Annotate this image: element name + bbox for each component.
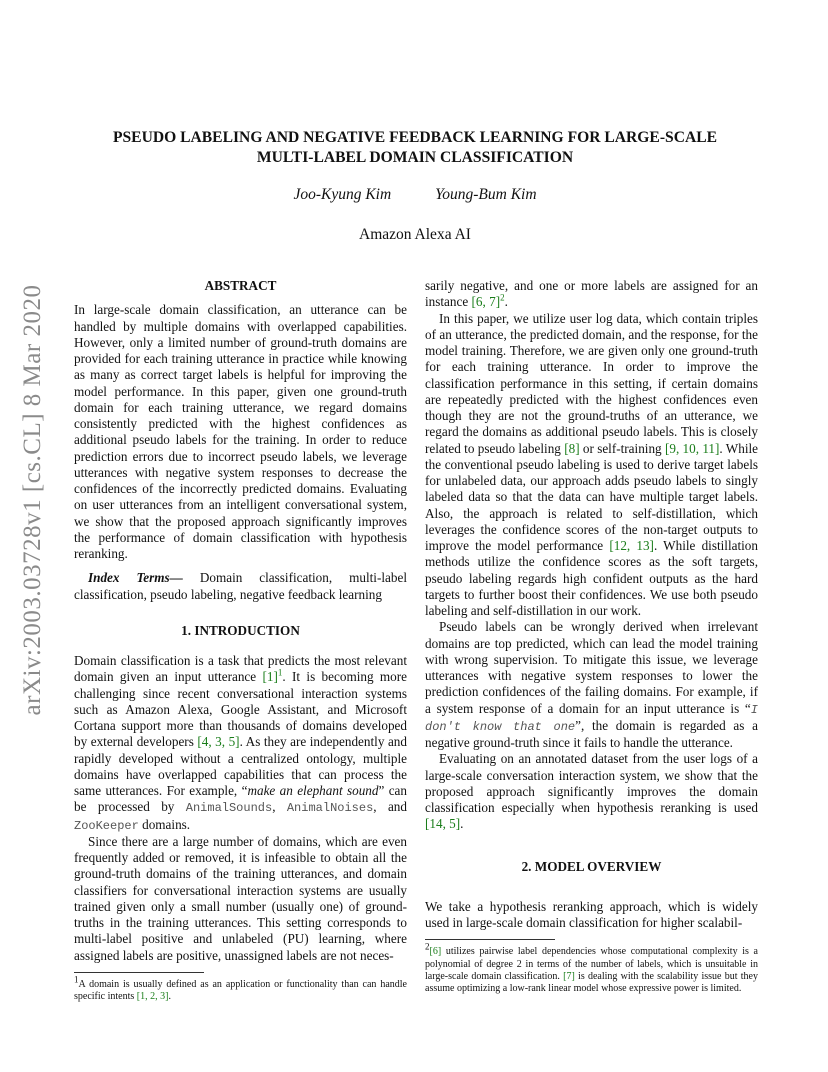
citation-link[interactable]: [1, 2, 3] xyxy=(136,991,169,1003)
text-span: Pseudo labels can be wrongly derived when irrelevant domains are top predicted, which can lead the model training with wrong supervision. To mitigate this issue, we leverage utterances with negative system responses to lower the prediction confidences of the failing domains. For example, if a system response of a domain for an input utterance is “ xyxy=(425,619,758,716)
index-terms-label: Index Terms— xyxy=(88,570,183,586)
intro-paragraph-1 xyxy=(74,653,407,834)
footnote-marker[interactable]: 2 xyxy=(500,292,505,303)
footnote-number: 1 xyxy=(74,974,79,985)
intro-heading: 1. INTRODUCTION xyxy=(181,622,300,638)
citation-link[interactable]: [12, 13] xyxy=(609,538,654,553)
citation-link[interactable]: [8] xyxy=(564,440,580,456)
text-span: or self-training xyxy=(579,440,665,456)
abstract-text: In large-scale domain classification, an utterance can be handled by multiple domains with overlapped capabilities. However, only a limited number of ground-truth domains are provided for each training utterance in practice while knowing as many as correct target labels is helpful for improving the model performance. In this paper, given one ground-truth domain for each training utterance, we regard domains consistently predicted with the highest confidences as additional pseudo labels for the training. In order to reduce prediction errors due to incorrect pseudo labels, we leverage utterances with negative system responses to decrease the confidences of the incorrectly predicted domains. Evaluating on user utterances from an intelligent conversational system, we show that the proposed approach significantly improves the performance of domain classification with hypothesis reranking. xyxy=(74,302,407,561)
paper-title xyxy=(80,128,750,168)
example-utterance: make an elephant sound xyxy=(247,783,379,798)
text-span: domains. xyxy=(138,816,191,832)
citation-link[interactable]: [4, 3, 5] xyxy=(197,734,240,750)
abstract-heading: ABSTRACT xyxy=(204,278,277,293)
text-span: . It is becoming more challenging since recent conversational interaction systems such as Amazon Alexa, Google Assistant, and Microsoft Cortana support more than thousands of domains developed by external developers xyxy=(74,669,407,750)
author-1: Joo-Kyung Kim xyxy=(293,186,392,203)
footnote-2 xyxy=(425,941,758,996)
affiliation: Amazon Alexa AI xyxy=(359,226,471,243)
left-column xyxy=(74,272,407,1004)
text-span: Domain classification is a task that predicts the most relevant domain given an input utterance xyxy=(74,653,407,685)
footnote-number: 2 xyxy=(425,941,430,952)
arxiv-sidebar xyxy=(16,284,50,716)
text-span: ”, the domain is regarded as a negative ground-truth since it fails to handle the utterance. xyxy=(425,717,758,750)
text-span: ” can be processed by xyxy=(74,783,408,815)
text-span: In this paper, we utilize user log data, which contain triples of an utterance, the predicted domain, and the response, for the model training. Therefore, we are given only one ground-truth for each training utterance. In order to improve the classification performance in this setting, if certain domains are repeatedly predicted with the highest confidences even though they are not the ground-truths of an utterance, we regard the domains as additional pseudo labels. This is closely related to pseudo labeling xyxy=(425,310,758,456)
title-line-1: PSEUDO LABELING AND NEGATIVE FEEDBACK LEARNING FOR LARGE-SCALE xyxy=(112,129,718,146)
text-span: . xyxy=(460,816,464,832)
text-span: . While the conventional pseudo labeling is used to derive target labels for unlabeled data, our approach adds pseudo labels to singly labeled data so that the data can have multiple target labels. Also, the approach is related to self-distillation, which leverages the confidence scores of the non-target outputs to improve the model performance xyxy=(425,440,759,553)
text-span: utilizes pairwise label dependencies whose computational complexity is a polynomial of degree 2 in terms of the number of labels, which is unsuitable in large-scale domain classification. xyxy=(425,946,758,983)
text-span: A domain is usually defined as an application or functionality than can handle specific intents xyxy=(74,978,407,1003)
citation-link[interactable]: [7] xyxy=(563,971,575,983)
right-column xyxy=(425,278,758,996)
index-terms-text: Domain classification, multi-label classification, pseudo labeling, negative feedback learning xyxy=(74,570,407,602)
title-line-2: MULTI-LABEL DOMAIN CLASSIFICATION xyxy=(256,149,574,166)
footnote-1 xyxy=(74,974,407,1004)
paragraph-pseudo-labels xyxy=(425,619,758,751)
text-span: . While distillation methods utilize the confidence scores as the soft targets, pseudo labeling regards high confident outputs as the hard targets to further boost their confidences. We use both pseudo labeling and self-distillation in our work. xyxy=(425,538,758,618)
citation-link[interactable]: [6, 7] xyxy=(471,294,501,310)
text-span: . As they are independently and rapidly developed without a centralized ontology, multiple domains have overlapped capabilities that can process the same utterances. For example, “ xyxy=(74,734,407,798)
text-span: . xyxy=(168,991,171,1003)
citation-link[interactable]: [9, 10, 11] xyxy=(664,440,720,456)
paragraph-model-overview: We take a hypothesis reranking approach, which is widely used in large-scale domain classification for higher scalabil- xyxy=(425,898,758,930)
text-span: , and xyxy=(373,799,407,815)
text-span: is dealing with the scalability issue but they assume optimizing a low-rank linear model whose expressive power is limited. xyxy=(425,971,758,995)
system-response-example: I don't know that one xyxy=(425,702,758,734)
text-span: Evaluating on an annotated dataset from the user logs of a large-scale conversation interaction system, we show that the proposed approach significantly improves the domain classification especially when hypothesis reranking is used xyxy=(425,751,758,815)
footnote-divider xyxy=(74,972,204,973)
footnote-marker[interactable]: 1 xyxy=(277,667,283,678)
citation-link[interactable]: [14, 5] xyxy=(425,816,461,832)
model-overview-heading: 2. MODEL OVERVIEW xyxy=(521,858,662,874)
author-2: Young-Bum Kim xyxy=(435,186,537,203)
paragraph-this-paper xyxy=(425,311,758,620)
footnote-divider xyxy=(425,939,555,940)
text-span: , xyxy=(272,799,287,815)
domain-name: AnimalNoises xyxy=(286,801,374,816)
authors xyxy=(80,186,750,204)
citation-link[interactable]: [1] xyxy=(262,669,278,685)
domain-name: AnimalSounds xyxy=(185,801,273,816)
intro-paragraph-2: Since there are a large number of domains, which are even frequently added or removed, it is infeasible to obtain all the ground-truth domains of the training utterances, and domain classifiers for conversational interaction systems are usually trained given only a small number (usually one) of ground-truths in the training utterances. This setting corresponds to multi-label positive and unlabeled (PU) learning, where assigned labels are positive, unassigned labels are not neces- xyxy=(74,833,407,963)
text-span: sarily negative, and one or more labels are assigned for an instance xyxy=(425,278,758,310)
arxiv-identifier: arXiv:2003.03728v1 [cs.CL] 8 Mar 2020 xyxy=(19,284,46,716)
citation-link[interactable]: [6] xyxy=(429,946,442,958)
paragraph-evaluating xyxy=(425,751,758,832)
text-span: . xyxy=(504,294,508,310)
continued-paragraph xyxy=(425,278,758,311)
index-terms xyxy=(74,570,407,603)
domain-name: ZooKeeper xyxy=(74,818,139,833)
